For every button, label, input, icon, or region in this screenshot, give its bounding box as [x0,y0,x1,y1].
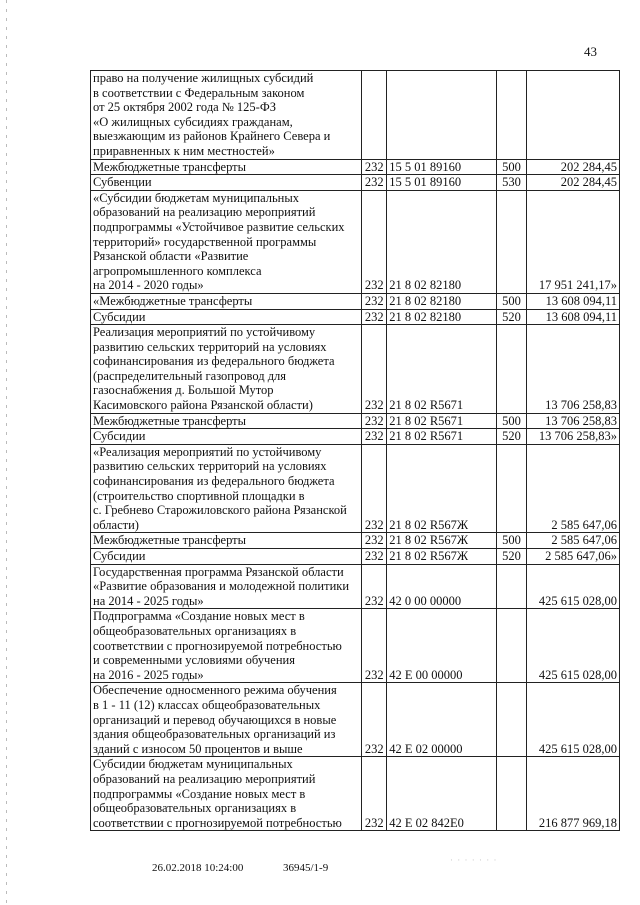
name-cell: Обеспечение односменного режима обучения в 1 - 11 (12) классах общеобразовательных организаций и перевод обучающихся в новые здания общеобразовательных организаций из зданий с износом 50 процентов и выше [91,683,362,757]
csr-cell: 15 5 01 89160 [387,159,497,175]
vr-cell [497,71,527,160]
table-row [91,413,620,429]
sum-cell: 425 615 028,00 [527,609,620,683]
page-number: 43 [584,44,597,59]
vr-cell: 520 [497,429,527,445]
vr-cell: 520 [497,309,527,325]
name-cell: Государственная программа Рязанской области «Развитие образования и молодежной политики на 2014 - 2025 годы» [91,564,362,609]
ved-cell: 232 [362,429,387,445]
table-row [91,71,620,160]
table-body [91,71,620,831]
sum-cell: 202 284,45 [527,159,620,175]
table-row [91,564,620,609]
sum-cell: 13 706 258,83 [527,413,620,429]
table-row [91,429,620,445]
ved-cell: 232 [362,564,387,609]
vr-cell: 500 [497,533,527,549]
csr-cell: 21 8 02 R567Ж [387,533,497,549]
csr-cell: 21 8 02 R5671 [387,413,497,429]
table-row [91,549,620,565]
csr-cell: 42 0 00 00000 [387,564,497,609]
ved-cell: 232 [362,309,387,325]
table-row [91,533,620,549]
vr-cell [497,564,527,609]
sum-cell: 425 615 028,00 [527,683,620,757]
ved-cell: 232 [362,533,387,549]
csr-cell: 42 Е 00 00000 [387,609,497,683]
table-row [91,325,620,414]
name-cell: Подпрограмма «Создание новых мест в общеобразовательных организациях в соответствии с прогнозируемой потребностью и современными условиями обучения на 2016 - 2025 годы» [91,609,362,683]
scan-edge [6,0,7,905]
name-cell: Субсидии [91,309,362,325]
name-cell: Субсидии [91,549,362,565]
vr-cell: 500 [497,159,527,175]
csr-cell [387,71,497,160]
name-cell: «Реализация мероприятий по устойчивому развитию сельских территорий на условиях софинансирования из федерального бюджета (строительство спортивной площадки в с. Гребнево Старожиловского района Рязанской области) [91,444,362,533]
ved-cell: 232 [362,175,387,191]
sum-cell: 17 951 241,17» [527,190,620,293]
table-row [91,190,620,293]
vr-cell: 530 [497,175,527,191]
ved-cell: 232 [362,549,387,565]
csr-cell: 21 8 02 82180 [387,309,497,325]
ved-cell [362,71,387,160]
vr-cell [497,757,527,831]
csr-cell: 21 8 02 R5671 [387,429,497,445]
vr-cell [497,609,527,683]
csr-cell: 21 8 02 82180 [387,293,497,309]
csr-cell: 21 8 02 R5671 [387,325,497,414]
name-cell: «Субсидии бюджетам муниципальных образований на реализацию мероприятий подпрограммы «Устойчивое развитие сельских территорий» государственной программы Рязанской области «Развитие агропромышленного комплекса на 2014 - 2020 годы» [91,190,362,293]
csr-cell: 15 5 01 89160 [387,175,497,191]
table-row [91,159,620,175]
csr-cell: 42 Е 02 00000 [387,683,497,757]
table-row [91,293,620,309]
name-cell: «Межбюджетные трансферты [91,293,362,309]
sum-cell: 2 585 647,06 [527,444,620,533]
faded-stamp: · · · · · · · [450,855,498,865]
csr-cell: 21 8 02 R567Ж [387,444,497,533]
footer-date: 26.02.2018 10:24:00 [152,862,244,874]
table-row [91,757,620,831]
csr-cell: 21 8 02 R567Ж [387,549,497,565]
ved-cell: 232 [362,293,387,309]
name-cell: Межбюджетные трансферты [91,159,362,175]
sum-cell: 13 706 258,83» [527,429,620,445]
table-row [91,683,620,757]
name-cell: Субсидии [91,429,362,445]
sum-cell: 216 877 969,18 [527,757,620,831]
name-cell: Субсидии бюджетам муниципальных образований на реализацию мероприятий подпрограммы «Создание новых мест в общеобразовательных организациях в соответствии с прогнозируемой потребностью [91,757,362,831]
name-cell: Межбюджетные трансферты [91,533,362,549]
name-cell: Межбюджетные трансферты [91,413,362,429]
name-cell: Субвенции [91,175,362,191]
vr-cell: 520 [497,549,527,565]
vr-cell [497,190,527,293]
footer-code: 36945/1-9 [283,862,329,874]
ved-cell: 232 [362,159,387,175]
ved-cell: 232 [362,683,387,757]
table-row [91,609,620,683]
sum-cell: 202 284,45 [527,175,620,191]
ved-cell: 232 [362,190,387,293]
ved-cell: 232 [362,609,387,683]
sum-cell: 425 615 028,00 [527,564,620,609]
sum-cell [527,71,620,160]
table-row [91,175,620,191]
vr-cell [497,683,527,757]
sum-cell: 13 706 258,83 [527,325,620,414]
ved-cell: 232 [362,413,387,429]
sum-cell: 2 585 647,06» [527,549,620,565]
vr-cell [497,325,527,414]
ved-cell: 232 [362,757,387,831]
sum-cell: 2 585 647,06 [527,533,620,549]
ved-cell: 232 [362,444,387,533]
ved-cell: 232 [362,325,387,414]
name-cell: Реализация мероприятий по устойчивому развитию сельских территорий на условиях софинансирования из федерального бюджета (распределительный газопровод для газоснабжения д. Большой Мутор Касимовского района Рязанской области) [91,325,362,414]
table-row [91,444,620,533]
table-row [91,309,620,325]
budget-table [90,70,620,831]
vr-cell: 500 [497,413,527,429]
csr-cell: 42 Е 02 842Е0 [387,757,497,831]
csr-cell: 21 8 02 82180 [387,190,497,293]
sum-cell: 13 608 094,11 [527,309,620,325]
vr-cell: 500 [497,293,527,309]
vr-cell [497,444,527,533]
name-cell: право на получение жилищных субсидий в соответствии с Федеральным законом от 25 октября 2002 года № 125-ФЗ «О жилищных субсидиях гражданам, выезжающим из районов Крайнего Севера и приравненных к ним местностей» [91,71,362,160]
sum-cell: 13 608 094,11 [527,293,620,309]
